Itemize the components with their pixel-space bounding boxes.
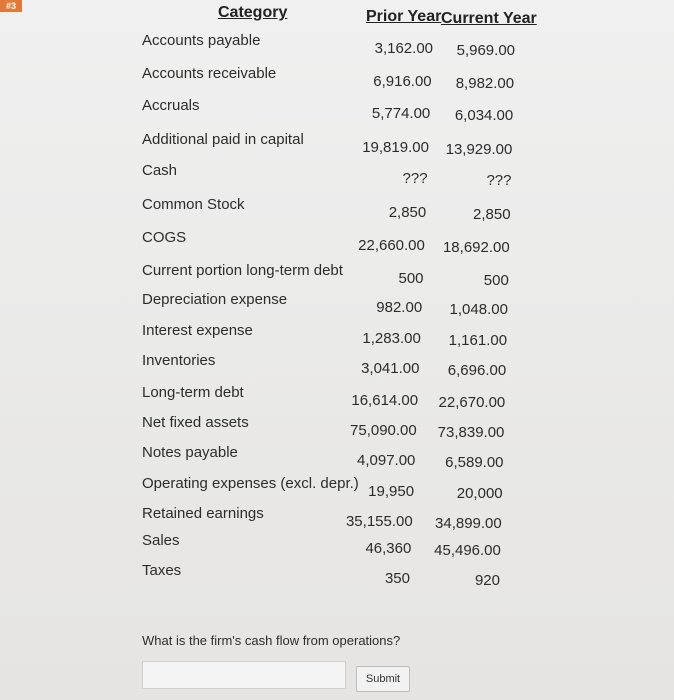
row-label: Accounts receivable	[142, 65, 277, 82]
row-label: Net fixed assets	[142, 414, 249, 431]
table-row	[0, 532, 674, 559]
prior-year-value: ???	[402, 170, 428, 187]
prior-year-value: 3,041.00	[361, 360, 420, 377]
prior-year-value: 2,850	[388, 204, 427, 221]
prior-year-value: 982.00	[376, 299, 423, 316]
table-row	[0, 322, 674, 349]
prior-year-value: 16,614.00	[351, 392, 419, 409]
row-label: COGS	[142, 229, 187, 246]
current-year-value: 8,982.00	[455, 75, 515, 92]
table-row	[0, 196, 674, 223]
row-label: Taxes	[142, 562, 182, 579]
current-year-value: 20,000	[456, 485, 503, 502]
header-current-year: Current Year	[441, 10, 537, 27]
current-year-value: 6,589.00	[445, 454, 504, 471]
prior-year-value: 22,660.00	[358, 237, 425, 254]
row-label: Depreciation expense	[142, 291, 288, 308]
current-year-value: 500	[483, 272, 509, 289]
table-row	[0, 444, 674, 471]
row-label: Notes payable	[142, 444, 238, 461]
row-label: Sales	[142, 532, 180, 549]
table-row	[0, 291, 674, 318]
prior-year-value: 19,819.00	[362, 139, 429, 156]
prior-year-value: 4,097.00	[357, 452, 416, 469]
table-row	[0, 131, 674, 158]
header-prior-year: Prior Year	[366, 8, 442, 25]
row-label: Long-term debt	[142, 384, 244, 401]
current-year-value: 34,899.00	[435, 515, 502, 532]
question-text: What is the firm's cash flow from operations?	[142, 633, 401, 648]
submit-button[interactable]: Submit	[356, 666, 410, 692]
row-label: Cash	[142, 162, 178, 179]
row-label: Common Stock	[142, 196, 245, 213]
table-row	[0, 505, 674, 532]
row-label: Accounts payable	[142, 32, 261, 49]
table-row	[0, 562, 674, 589]
row-label: Accruals	[142, 97, 200, 114]
current-year-value: 2,850	[473, 206, 511, 223]
table-row	[0, 352, 674, 379]
current-year-value: 13,929.00	[445, 141, 513, 158]
prior-year-value: 500	[398, 270, 424, 287]
table-row	[0, 32, 674, 59]
row-label: Operating expenses (excl. depr.)	[142, 475, 359, 492]
prior-year-value: 19,950	[368, 483, 415, 500]
current-year-value: ???	[486, 172, 512, 189]
prior-year-value: 350	[384, 570, 410, 587]
current-year-value: 6,696.00	[447, 362, 507, 379]
table-row	[0, 414, 674, 441]
current-year-value: 1,048.00	[449, 301, 508, 318]
current-year-value: 5,969.00	[456, 42, 515, 59]
current-year-value: 18,692.00	[442, 239, 510, 256]
prior-year-value: 35,155.00	[345, 513, 413, 530]
current-year-value: 45,496.00	[434, 542, 501, 559]
row-label: Interest expense	[142, 322, 253, 339]
row-label: Retained earnings	[142, 505, 264, 522]
table-row	[0, 162, 674, 189]
prior-year-value: 3,162.00	[374, 40, 433, 57]
current-year-value: 6,034.00	[454, 107, 514, 124]
table-row	[0, 262, 674, 289]
prior-year-value: 75,090.00	[350, 422, 417, 439]
question-number-badge: #3	[0, 0, 22, 12]
row-label: Inventories	[142, 352, 216, 369]
prior-year-value: 5,774.00	[371, 105, 431, 122]
table-row	[0, 65, 674, 92]
row-label: Additional paid in capital	[142, 131, 304, 148]
header-category: Category	[218, 4, 288, 21]
prior-year-value: 6,916.00	[373, 73, 432, 90]
table-row	[0, 475, 674, 502]
table-row	[0, 384, 674, 411]
answer-input[interactable]	[142, 661, 346, 689]
current-year-value: 1,161.00	[448, 332, 508, 349]
current-year-value: 73,839.00	[437, 424, 505, 441]
current-year-value: 22,670.00	[438, 394, 506, 411]
current-year-value: 920	[474, 572, 500, 589]
table-row	[0, 229, 674, 256]
table-row	[0, 97, 674, 124]
prior-year-value: 1,283.00	[362, 330, 421, 347]
row-label: Current portion long-term debt	[142, 262, 343, 279]
prior-year-value: 46,360	[365, 540, 412, 557]
